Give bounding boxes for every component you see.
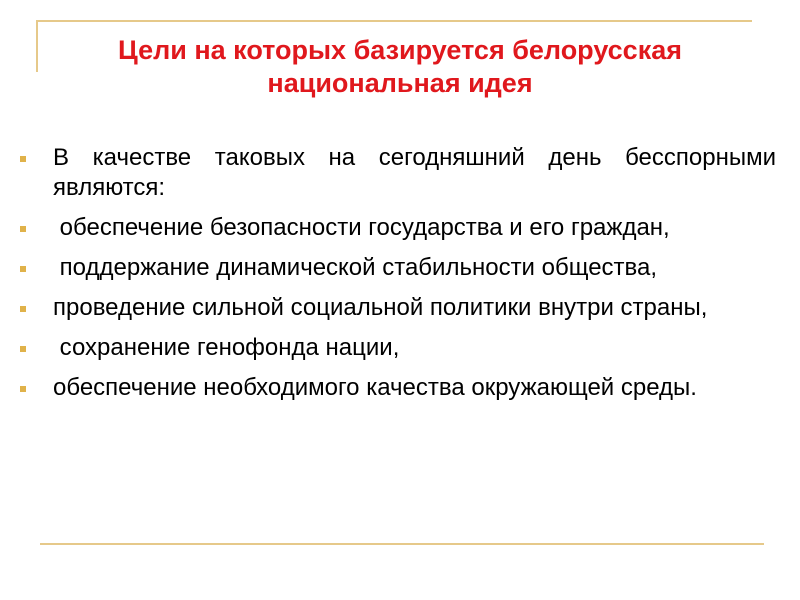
bullet-text: проведение сильной социальной политики внутри страны, — [53, 294, 708, 321]
square-bullet-icon — [20, 266, 26, 272]
square-bullet-icon — [20, 386, 26, 392]
bullet-item — [20, 143, 776, 203]
bullet-item — [20, 373, 776, 403]
bullet-text: обеспечение необходимого качества окружающей среды. — [53, 374, 697, 401]
title-line-2: национальная идея — [267, 68, 533, 98]
bullet-text: В качестве таковых на сегодняшний день бесспорными являются: — [53, 144, 776, 201]
bullet-item — [20, 293, 776, 323]
bullet-text: сохранение генофонда нации, — [53, 334, 400, 361]
bullet-list — [20, 143, 776, 413]
square-bullet-icon — [20, 306, 26, 312]
left-rule — [36, 20, 38, 72]
bullet-text: поддержание динамической стабильности общества, — [53, 254, 658, 281]
slide-title — [40, 34, 760, 100]
square-bullet-icon — [20, 346, 26, 352]
top-rule — [36, 20, 752, 22]
square-bullet-icon — [20, 156, 26, 162]
square-bullet-icon — [20, 226, 26, 232]
title-line-1: Цели на которых базируется белорусская — [118, 35, 682, 65]
bullet-item — [20, 253, 776, 283]
bottom-rule — [40, 543, 764, 545]
bullet-item — [20, 213, 776, 243]
bullet-text: обеспечение безопасности государства и его граждан, — [53, 214, 670, 241]
bullet-item — [20, 333, 776, 363]
